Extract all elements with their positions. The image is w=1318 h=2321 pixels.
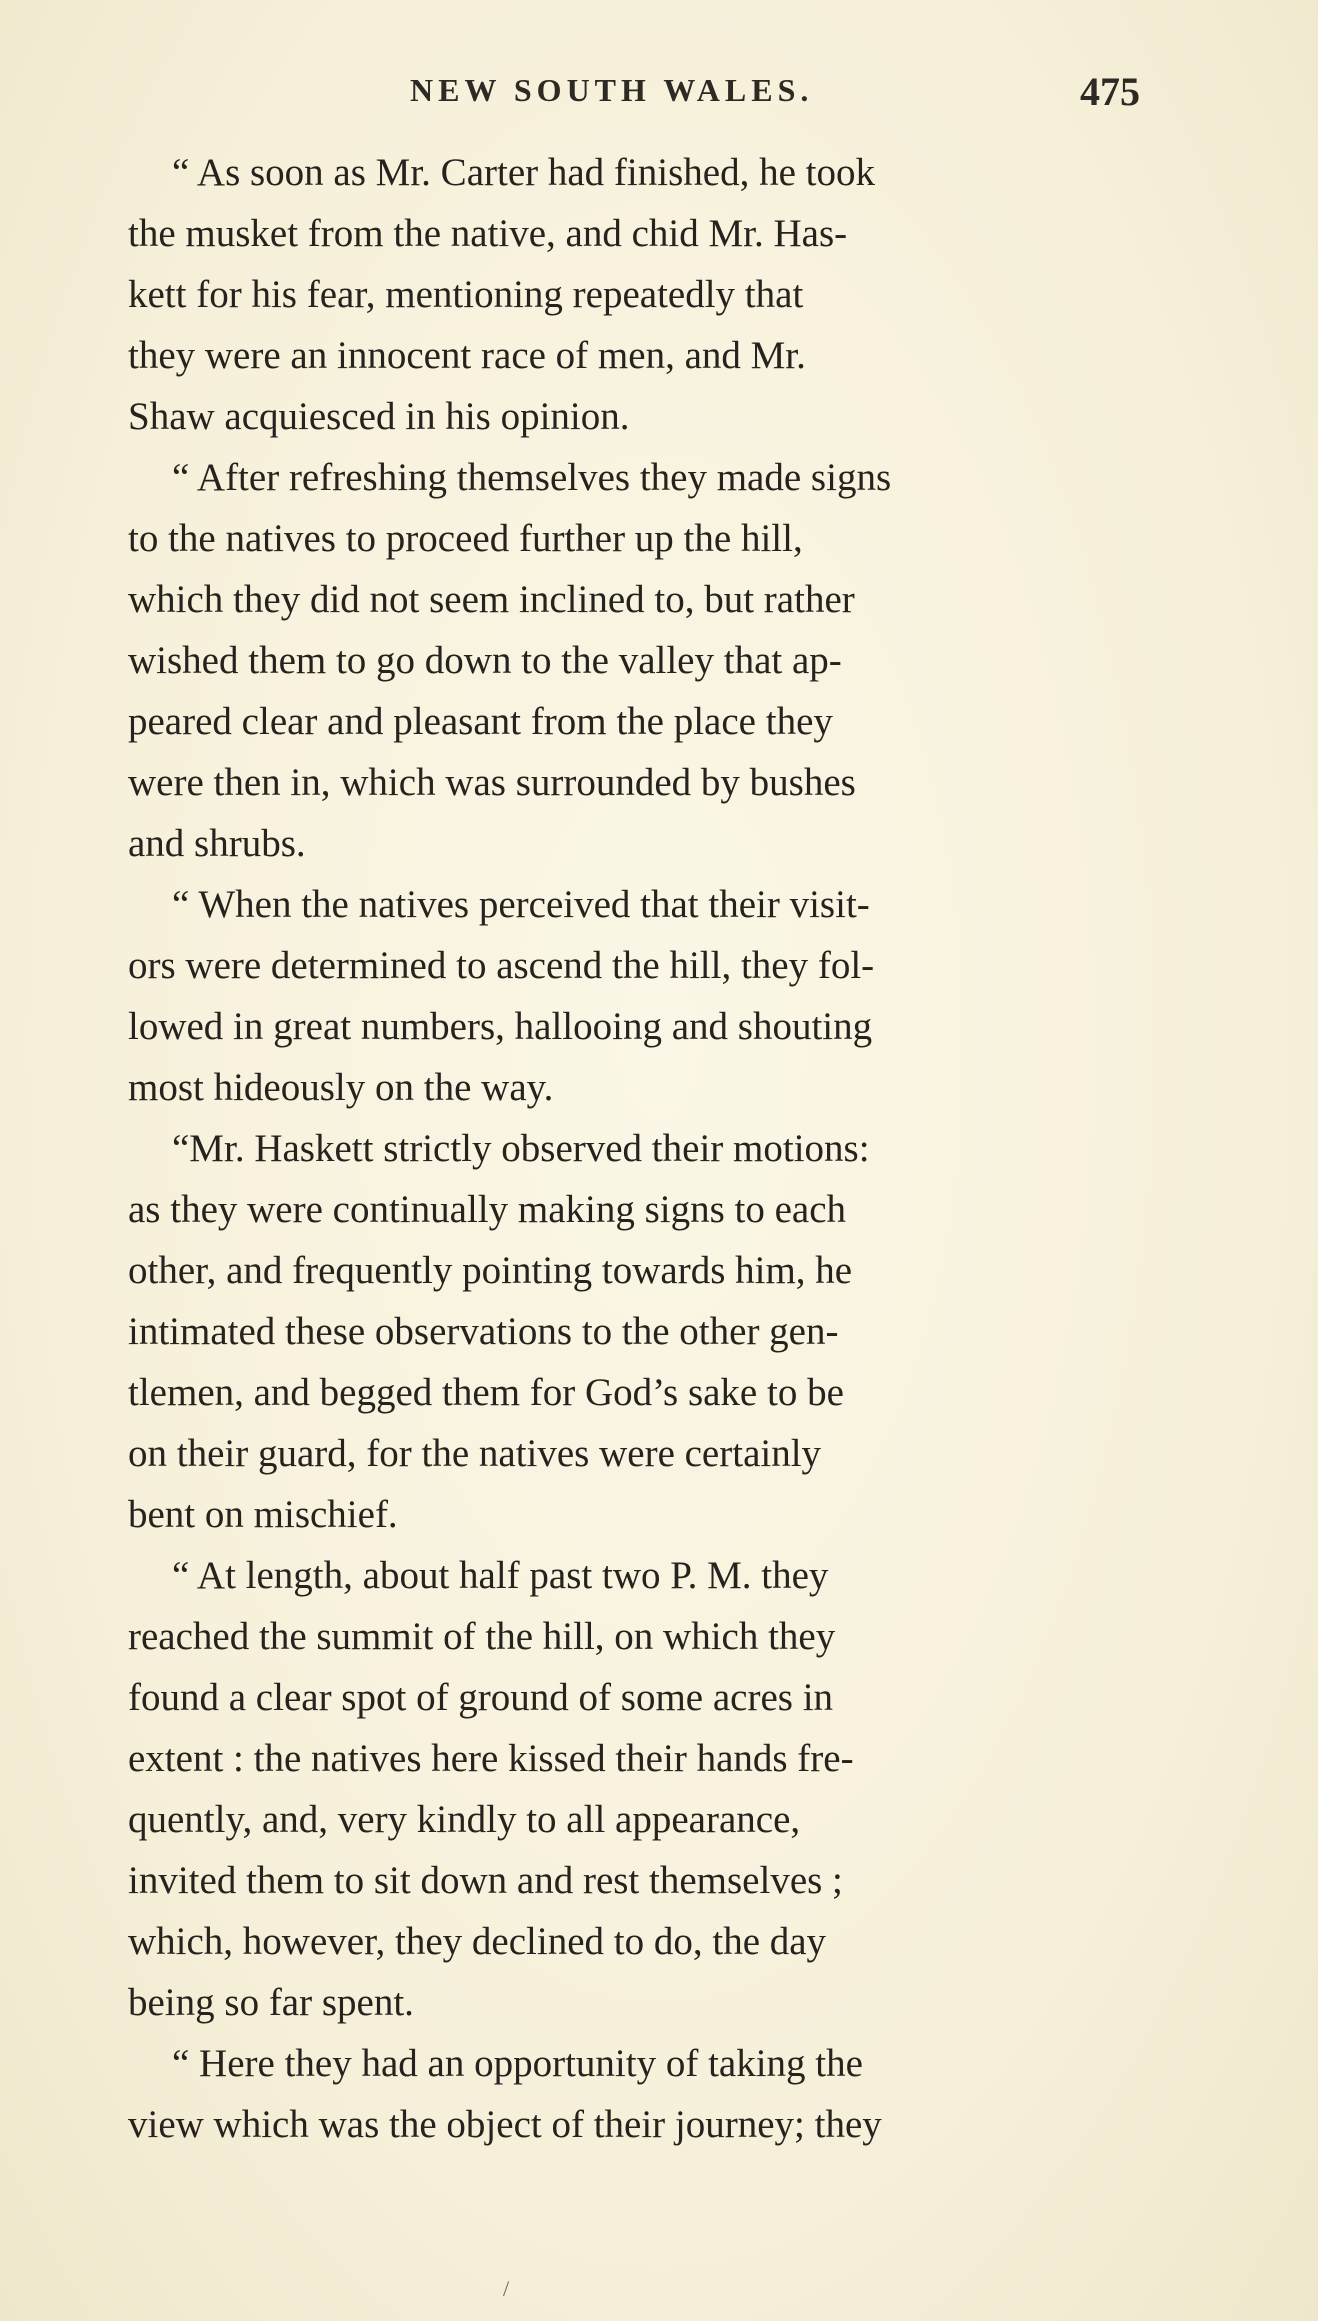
text-line: the musket from the native, and chid Mr. Has- <box>128 212 848 255</box>
text-line: “Mr. Haskett strictly observed their motions: <box>172 1127 870 1170</box>
body-text <box>128 142 1128 2202</box>
text-line: to the natives to proceed further up the hill, <box>128 517 803 560</box>
page-number: 475 <box>1080 69 1140 114</box>
text-line: quently, and, very kindly to all appearance, <box>128 1798 801 1841</box>
text-line: view which was the object of their journey; they <box>128 2103 882 2146</box>
text-line: kett for his fear, mentioning repeatedly that <box>128 273 804 316</box>
text-line: lowed in great numbers, hallooing and shouting <box>128 1005 873 1048</box>
text-line: Shaw acquiesced in his opinion. <box>128 395 630 438</box>
text-line: and shrubs. <box>128 822 306 865</box>
footer-mark: / <box>503 2276 510 2301</box>
text-line: as they were continually making signs to each <box>128 1188 847 1231</box>
text-line: which they did not seem inclined to, but rather <box>128 578 855 621</box>
text-line: they were an innocent race of men, and Mr. <box>128 334 806 377</box>
text-line: reached the summit of the hill, on which they <box>128 1615 836 1658</box>
text-line: “ After refreshing themselves they made signs <box>172 456 892 499</box>
text-line: “ As soon as Mr. Carter had finished, he took <box>172 151 875 194</box>
page-header <box>170 69 1140 122</box>
text-line: bent on mischief. <box>128 1493 398 1536</box>
text-line: “ When the natives perceived that their visit- <box>172 883 870 926</box>
text-line: were then in, which was surrounded by bushes <box>128 761 856 804</box>
text-line: other, and frequently pointing towards him, he <box>128 1249 853 1292</box>
text-line: peared clear and pleasant from the place they <box>128 700 833 743</box>
text-line: which, however, they declined to do, the day <box>128 1920 827 1963</box>
text-line: “ At length, about half past two P. M. they <box>172 1554 829 1597</box>
text-line: intimated these observations to the other gen- <box>128 1310 839 1353</box>
text-line: found a clear spot of ground of some acres in <box>128 1676 834 1719</box>
text-line: ors were determined to ascend the hill, they fol- <box>128 944 875 987</box>
text-line: wished them to go down to the valley that ap- <box>128 639 842 682</box>
text-line: extent : the natives here kissed their hands fre- <box>128 1737 854 1780</box>
text-line: “ Here they had an opportunity of taking the <box>172 2042 863 2085</box>
text-line: most hideously on the way. <box>128 1066 554 1109</box>
running-head: NEW SOUTH WALES. <box>410 72 814 108</box>
text-line: being so far spent. <box>128 1981 414 2024</box>
text-line: invited them to sit down and rest themselves ; <box>128 1859 843 1902</box>
text-line: on their guard, for the natives were certainly <box>128 1432 822 1475</box>
text-line: tlemen, and begged them for God’s sake to be <box>128 1371 844 1414</box>
